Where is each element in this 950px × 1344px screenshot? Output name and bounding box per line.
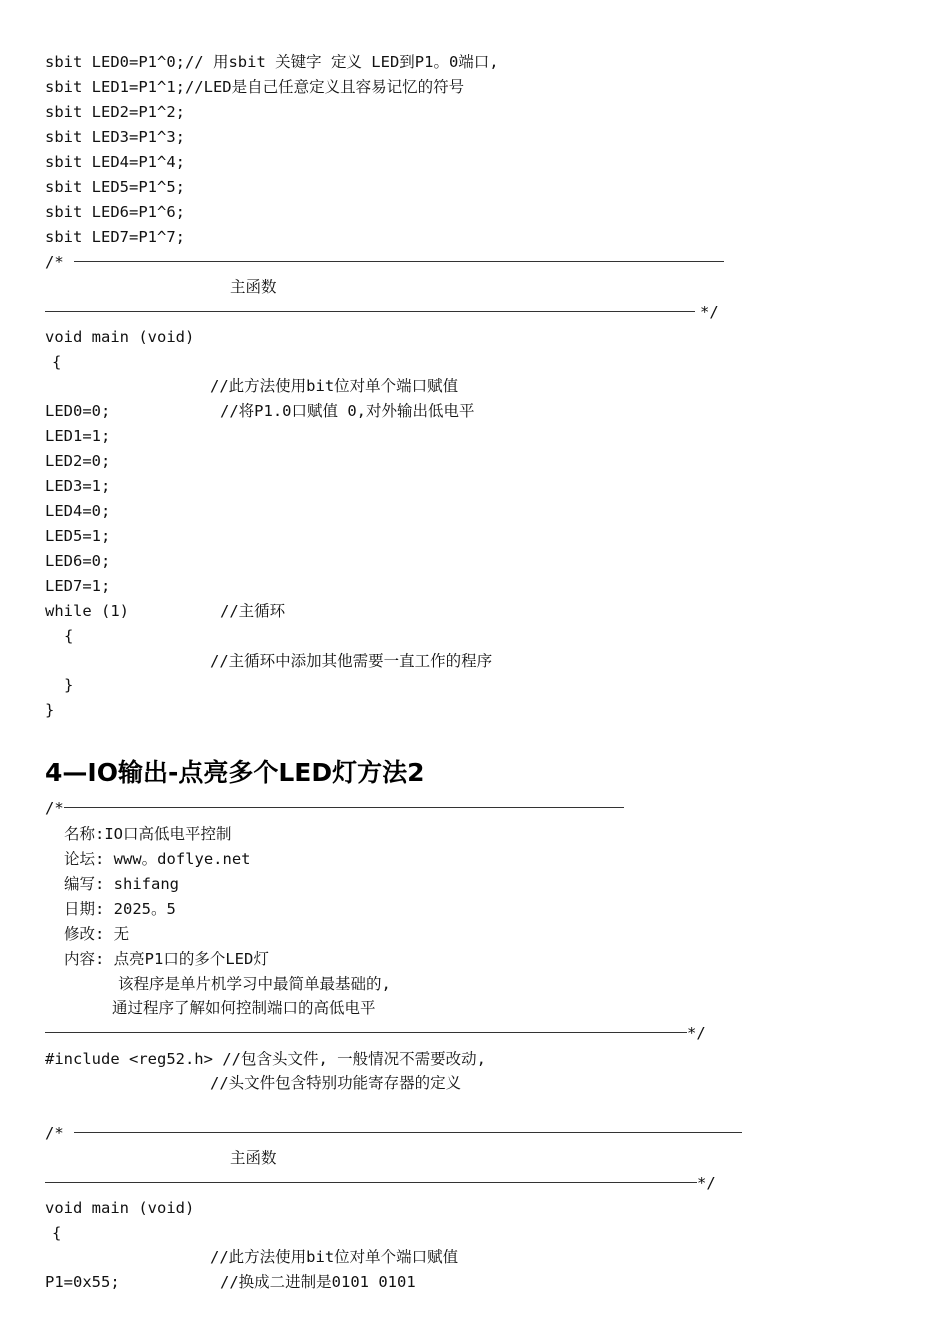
code-line: LED5=1;	[45, 527, 111, 545]
code-comment: //主循环中添加其他需要一直工作的程序	[210, 652, 493, 670]
comment-open: /*	[45, 253, 64, 271]
section-caption: 主函数	[230, 1149, 277, 1167]
code-line: sbit LED6=P1^6;	[45, 203, 185, 221]
header-date: 日期: 2025。5	[64, 900, 176, 918]
divider-line	[45, 1182, 697, 1183]
code-comment: //主循环	[220, 602, 286, 620]
comment-close: */	[700, 303, 719, 321]
comment-close: */	[687, 1024, 706, 1042]
divider-line	[45, 311, 695, 312]
code-line: P1=0x55;	[45, 1273, 120, 1291]
code-line: {	[64, 627, 74, 645]
code-line: LED3=1;	[45, 477, 111, 495]
code-line: }	[64, 676, 74, 694]
code-line: while (1)	[45, 602, 129, 620]
code-line: sbit LED4=P1^4;	[45, 153, 185, 171]
section-heading: 4—IO输出-点亮多个LED灯方法2	[45, 758, 425, 787]
comment-open: /*	[45, 799, 64, 817]
header-author: 编写: shifang	[64, 875, 179, 893]
comment-open: /*	[45, 1124, 64, 1142]
code-line: }	[45, 701, 55, 719]
code-line: sbit LED7=P1^7;	[45, 228, 185, 246]
code-line: LED6=0;	[45, 552, 111, 570]
include-line: #include <reg52.h> //包含头文件, 一般情况不需要改动,	[45, 1050, 486, 1068]
section-caption: 主函数	[230, 278, 277, 296]
divider-line	[74, 261, 724, 262]
header-modified: 修改: 无	[64, 925, 130, 943]
code-comment: //此方法使用bit位对单个端口赋值	[210, 377, 459, 395]
code-line: sbit LED1=P1^1;//LED是自己任意定义且容易记忆的符号	[45, 78, 465, 96]
code-line: {	[52, 353, 62, 371]
code-line: {	[52, 1224, 62, 1242]
code-line: sbit LED0=P1^0;// 用sbit 关键字 定义 LED到P1。0端口,	[45, 53, 499, 71]
divider-line	[64, 807, 624, 808]
header-forum: 论坛: www。doflye.net	[64, 850, 251, 868]
code-line: LED7=1;	[45, 577, 111, 595]
code-line: LED4=0;	[45, 502, 111, 520]
header-content: 内容: 点亮P1口的多个LED灯	[64, 950, 269, 968]
code-comment: //头文件包含特别功能寄存器的定义	[210, 1074, 462, 1092]
code-line: void main (void)	[45, 1199, 195, 1217]
code-comment: //将P1.0口赋值 0,对外输出低电平	[220, 402, 475, 420]
comment-close: */	[697, 1174, 716, 1192]
code-line: sbit LED3=P1^3;	[45, 128, 185, 146]
header-content-detail: 通过程序了解如何控制端口的高低电平	[112, 999, 376, 1017]
code-line: void main (void)	[45, 328, 195, 346]
divider-line	[74, 1132, 742, 1133]
code-line: LED1=1;	[45, 427, 111, 445]
code-line: LED2=0;	[45, 452, 111, 470]
code-line: LED0=0;	[45, 402, 111, 420]
code-comment: //此方法使用bit位对单个端口赋值	[210, 1248, 459, 1266]
code-line: sbit LED5=P1^5;	[45, 178, 185, 196]
header-name: 名称:IO口高低电平控制	[64, 825, 232, 843]
code-comment: //换成二进制是0101 0101	[220, 1273, 416, 1291]
divider-line	[45, 1032, 687, 1033]
header-content-detail: 该程序是单片机学习中最简单最基础的,	[118, 975, 391, 993]
code-line: sbit LED2=P1^2;	[45, 103, 185, 121]
